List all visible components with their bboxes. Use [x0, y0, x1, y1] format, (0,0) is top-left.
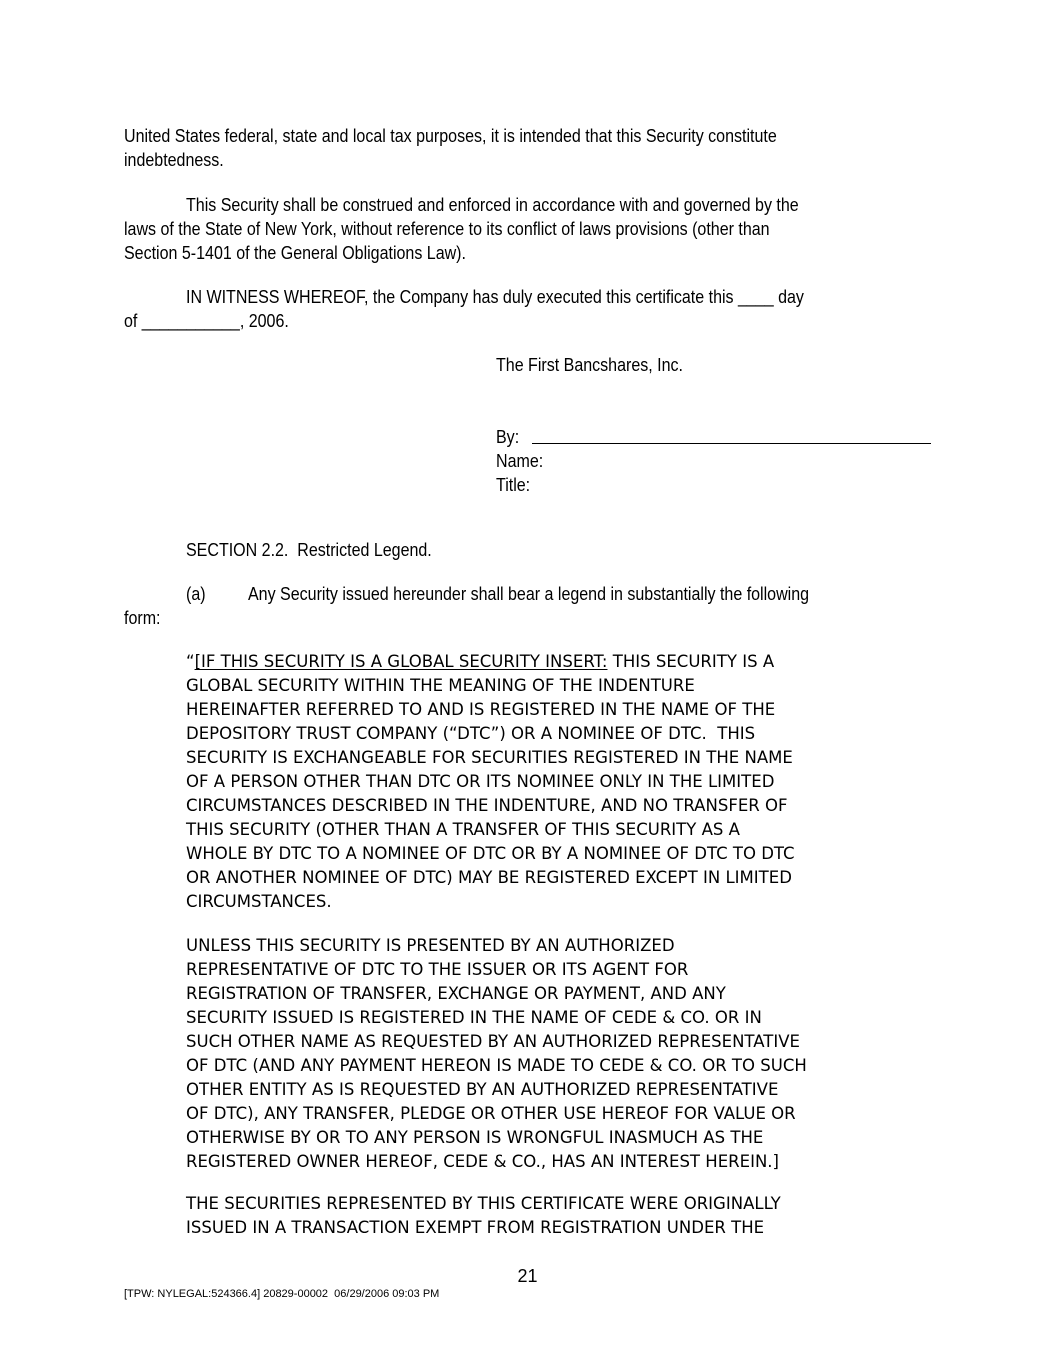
section-item-line-2: form: — [124, 608, 161, 628]
global-legend-line: OR ANOTHER NOMINEE OF DTC) MAY BE REGISTERED EXCEPT IN LIMITED — [186, 868, 792, 888]
unless-legend-line: OTHER ENTITY AS IS REQUESTED BY AN AUTHORIZED REPRESENTATIVE — [186, 1080, 779, 1100]
section-item-line-1: Any Security issued hereunder shall bear a legend in substantially the following — [248, 584, 810, 604]
open-quote: “ — [186, 652, 195, 672]
securities-legend-line: ISSUED IN A TRANSACTION EXEMPT FROM REGISTRATION UNDER THE — [186, 1218, 765, 1238]
unless-legend-line: REGISTRATION OF TRANSFER, EXCHANGE OR PAYMENT, AND ANY — [186, 984, 726, 1004]
law-paragraph-line-1: This Security shall be construed and enforced in accordance with and governed by the — [186, 195, 799, 215]
section-heading: SECTION 2.2. Restricted Legend. — [186, 540, 432, 560]
global-legend-line: GLOBAL SECURITY WITHIN THE MEANING OF THE INDENTURE — [186, 676, 695, 696]
global-legend-line: OF A PERSON OTHER THAN DTC OR ITS NOMINEE ONLY IN THE LIMITED — [186, 772, 775, 792]
unless-legend-line: SECURITY ISSUED IS REGISTERED IN THE NAME OF CEDE & CO. OR IN — [186, 1008, 762, 1028]
witness-paragraph-line-1: IN WITNESS WHEREOF, the Company has duly executed this certificate this ____ day — [186, 287, 804, 307]
unless-legend-line: SUCH OTHER NAME AS REQUESTED BY AN AUTHORIZED REPRESENTATIVE — [186, 1032, 800, 1052]
global-legend-line: HEREINAFTER REFERRED TO AND IS REGISTERED IN THE NAME OF THE — [186, 700, 776, 720]
unless-legend-line: OF DTC), ANY TRANSFER, PLEDGE OR OTHER USE HEREOF FOR VALUE OR — [186, 1104, 796, 1124]
global-legend-line: WHOLE BY DTC TO A NOMINEE OF DTC OR BY A NOMINEE OF DTC TO DTC — [186, 844, 795, 864]
tax-paragraph-line-1: United States federal, state and local tax purposes, it is intended that this Security constitute — [124, 126, 777, 146]
signature-line — [532, 443, 931, 444]
section-item-label: (a) — [186, 584, 206, 604]
unless-legend-line: UNLESS THIS SECURITY IS PRESENTED BY AN AUTHORIZED — [186, 936, 675, 956]
unless-legend-line: REGISTERED OWNER HEREOF, CEDE & CO., HAS AN INTEREST HEREIN.] — [186, 1152, 780, 1172]
signature-title-label: Title: — [496, 475, 531, 495]
global-legend-line: SECURITY IS EXCHANGEABLE FOR SECURITIES REGISTERED IN THE NAME — [186, 748, 793, 768]
document-footer: [TPW: NYLEGAL:524366.4] 20829-00002 06/29/2006 09:03 PM — [124, 1288, 440, 1300]
global-legend-line: CIRCUMSTANCES DESCRIBED IN THE INDENTURE, AND NO TRANSFER OF — [186, 796, 788, 816]
company-name: The First Bancshares, Inc. — [496, 355, 683, 375]
global-legend-line-1-rest: THIS SECURITY IS A — [607, 652, 775, 672]
global-insert-note: [IF THIS SECURITY IS A GLOBAL SECURITY INSERT: — [194, 652, 608, 672]
signature-name-label: Name: — [496, 451, 544, 471]
law-paragraph-line-2: laws of the State of New York, without reference to its conflict of laws provisions (other than — [124, 219, 770, 239]
page-number: 21 — [517, 1266, 538, 1286]
unless-legend-line: OTHERWISE BY OR TO ANY PERSON IS WRONGFUL INASMUCH AS THE — [186, 1128, 764, 1148]
global-legend-line: DEPOSITORY TRUST COMPANY (“DTC”) OR A NOMINEE OF DTC. THIS — [186, 724, 756, 744]
unless-legend-line: OF DTC (AND ANY PAYMENT HEREON IS MADE TO CEDE & CO. OR TO SUCH — [186, 1056, 807, 1076]
law-paragraph-line-3: Section 5-1401 of the General Obligations Law). — [124, 243, 466, 263]
global-legend-line: THIS SECURITY (OTHER THAN A TRANSFER OF THIS SECURITY AS A — [186, 820, 740, 840]
unless-legend-line: REPRESENTATIVE OF DTC TO THE ISSUER OR ITS AGENT FOR — [186, 960, 689, 980]
securities-legend-line: THE SECURITIES REPRESENTED BY THIS CERTIFICATE WERE ORIGINALLY — [186, 1194, 781, 1214]
global-legend-line-1 — [186, 650, 774, 674]
witness-paragraph-line-2: of ___________, 2006. — [124, 311, 289, 331]
tax-paragraph-line-2: indebtedness. — [124, 150, 224, 170]
signature-by-label: By: — [496, 427, 520, 447]
global-legend-line: CIRCUMSTANCES. — [186, 892, 332, 912]
